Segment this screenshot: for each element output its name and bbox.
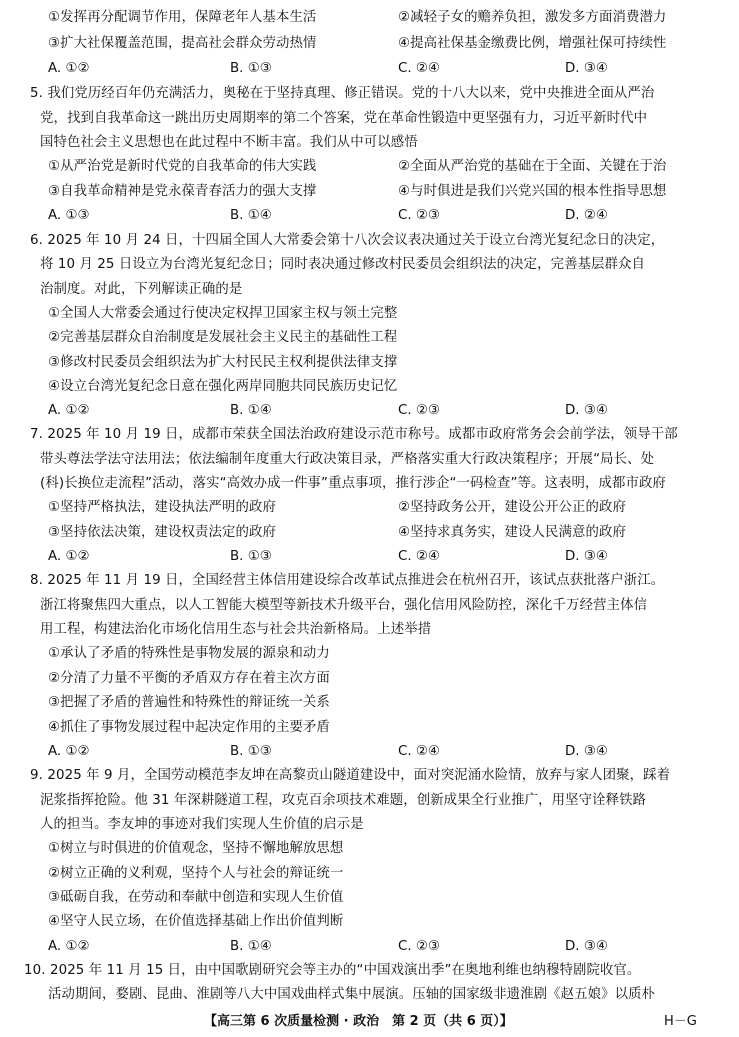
option-1: ①发挥再分配调节作用，保障老年人基本生活 (48, 10, 317, 25)
option-1: ①承认了矛盾的特殊性是事物发展的源泉和动力 (48, 646, 330, 661)
option-3: ③扩大社保覆盖范围，提高社会群众劳动热情 (48, 36, 317, 51)
choice-a: A. ①② (48, 61, 90, 76)
choice-c: C. ②④ (398, 61, 440, 76)
choice-d: D. ③④ (565, 549, 608, 564)
option-3: ③把握了矛盾的普遍性和特殊性的辩证统一关系 (48, 695, 330, 710)
question-stem-line: 国特色社会主义思想也在此过程中不断丰富。我们从中可以感悟 (40, 135, 418, 150)
question-stem-line: 活动期间，婺剧、昆曲、淮剧等八大中国戏曲样式集中展演。压轴的国家级非遗淮剧《赵五娘》以质朴 (48, 987, 656, 1002)
question-stem-line: (科)长换位走流程”活动，落实“高效办成一件事”重点事项，推行涉企“一码检查”等。这表明，成都市政府 (40, 476, 666, 491)
choice-d: D. ③④ (565, 61, 608, 76)
option-4: ④提高社保基金缴费比例，增强社保可持续性 (398, 36, 667, 51)
question-stem-line: 10. 2025 年 11 月 15 日，由中国歌剧研究会等主办的“中国戏演出季”在奥地利维也纳穆特剧院收官。 (24, 963, 641, 978)
page-footer (0, 1011, 739, 1033)
choice-d: D. ③④ (565, 403, 608, 418)
choice-b: B. ①④ (230, 208, 272, 223)
option-1: ①从严治党是新时代党的自我革命的伟大实践 (48, 159, 317, 174)
question-stem-line: 用工程，构建法治化市场化信用生态与社会共治新格局。上述举措 (40, 622, 432, 637)
question-stem-line: 浙江将聚焦四大重点，以人工智能大模型等新技术升级平台，强化信用风险防控，深化千万经营主体信 (40, 598, 648, 613)
question-stem-line: 党，找到自我革命这一跳出历史周期率的第二个答案，党在革命性锻造中更坚强有力，习近平新时代中 (40, 111, 648, 126)
option-2: ②完善基层群众自治制度是发展社会主义民主的基础性工程 (48, 330, 398, 345)
option-3: ③坚持依法决策，建设权责法定的政府 (48, 525, 276, 540)
paper-code: H－G (664, 1014, 697, 1029)
option-3: ③砥砺自我，在劳动和奉献中创造和实现人生价值 (48, 890, 344, 905)
option-3: ③自我革命精神是党永葆青春活力的强大支撑 (48, 184, 317, 199)
option-2: ②坚持政务公开，建设公开公正的政府 (398, 500, 626, 515)
question-stem-line: 6. 2025 年 10 月 24 日，十四届全国人大常委会第十八次会议表决通过关于设立台湾光复纪念日的决定， (30, 233, 665, 248)
choice-b: B. ①③ (230, 744, 272, 759)
question-stem-line: 泥浆指挥抢险。他 31 年深耕隧道工程，攻克百余项技术难题，创新成果全行业推广，用坚守诠释铁路 (40, 793, 647, 808)
choice-d: D. ②④ (565, 208, 608, 223)
choice-c: C. ②③ (398, 403, 440, 418)
option-1: ①全国人大常委会通过行使决定权捍卫国家主权与领土完整 (48, 306, 398, 321)
choice-b: B. ①④ (230, 939, 272, 954)
choice-c: C. ②③ (398, 208, 440, 223)
question-stem-line: 8. 2025 年 11 月 19 日，全国经营主体信用建设综合改革试点推进会在杭州召开，该试点获批落户浙江。 (30, 573, 665, 588)
question-stem-line: 将 10 月 25 日设立为台湾光复纪念日；同时表决通过修改村民委员会组织法的决定，完善基层群众自 (40, 257, 646, 272)
option-4: ④坚持求真务实，建设人民满意的政府 (398, 525, 626, 540)
option-3: ③修改村民委员会组织法为扩大村民民主权利提供法律支撑 (48, 355, 398, 370)
question-stem-line: 带头尊法学法守法用法；依法编制年度重大行政决策目录，严格落实重大行政决策程序；开展“局长、处 (40, 452, 655, 467)
choice-b: B. ①④ (230, 403, 272, 418)
choice-d: D. ③④ (565, 939, 608, 954)
question-stem-line: 5. 我们党历经百年仍充满活力，奥秘在于坚持真理、修正错误。党的十八大以来，党中央推进全面从严治 (30, 86, 655, 101)
question-stem-line: 7. 2025 年 10 月 19 日，成都市荣获全国法治政府建设示范市称号。成都市政府常务会会前学法，领导干部 (30, 427, 678, 442)
option-4: ④坚守人民立场，在价值选择基础上作出价值判断 (48, 914, 344, 929)
question-stem-line: 人的担当。李友坤的事迹对我们实现人生价值的启示是 (40, 817, 364, 832)
option-1: ①坚持严格执法，建设执法严明的政府 (48, 500, 276, 515)
option-2: ②分清了力量不平衡的矛盾双方存在着主次方面 (48, 671, 330, 686)
choice-d: D. ③④ (565, 744, 608, 759)
option-2: ②全面从严治党的基础在于全面、关键在于治 (398, 159, 667, 174)
choice-c: C. ②④ (398, 744, 440, 759)
option-2: ②减轻子女的赡养负担，激发多方面消费潜力 (398, 10, 667, 25)
footer-title: 【高三第 6 次质量检测 · 政治 第 2 页（共 6 页）】 (204, 1014, 513, 1029)
option-4: ④设立台湾光复纪念日意在强化两岸同胞共同民族历史记忆 (48, 379, 398, 394)
choice-b: B. ①③ (230, 549, 272, 564)
choice-a: A. ①② (48, 939, 90, 954)
option-2: ②树立正确的义利观，坚持个人与社会的辩证统一 (48, 866, 344, 881)
choice-a: A. ①③ (48, 208, 90, 223)
option-4: ④抓住了事物发展过程中起决定作用的主要矛盾 (48, 720, 330, 735)
choice-a: A. ①② (48, 549, 90, 564)
choice-b: B. ①③ (230, 61, 272, 76)
question-stem-line: 治制度。对此，下列解读正确的是 (40, 282, 243, 297)
choice-a: A. ①② (48, 403, 90, 418)
option-4: ④与时俱进是我们兴党兴国的根本性指导思想 (398, 184, 667, 199)
option-1: ①树立与时俱进的价值观念，坚持不懈地解放思想 (48, 841, 344, 856)
question-stem-line: 9. 2025 年 9 月，全国劳动模范李友坤在高黎贡山隧道建设中，面对突泥涌水险情，放弃与家人团聚，踩着 (30, 768, 671, 783)
choice-c: C. ②④ (398, 549, 440, 564)
choice-c: C. ②③ (398, 939, 440, 954)
choice-a: A. ①② (48, 744, 90, 759)
